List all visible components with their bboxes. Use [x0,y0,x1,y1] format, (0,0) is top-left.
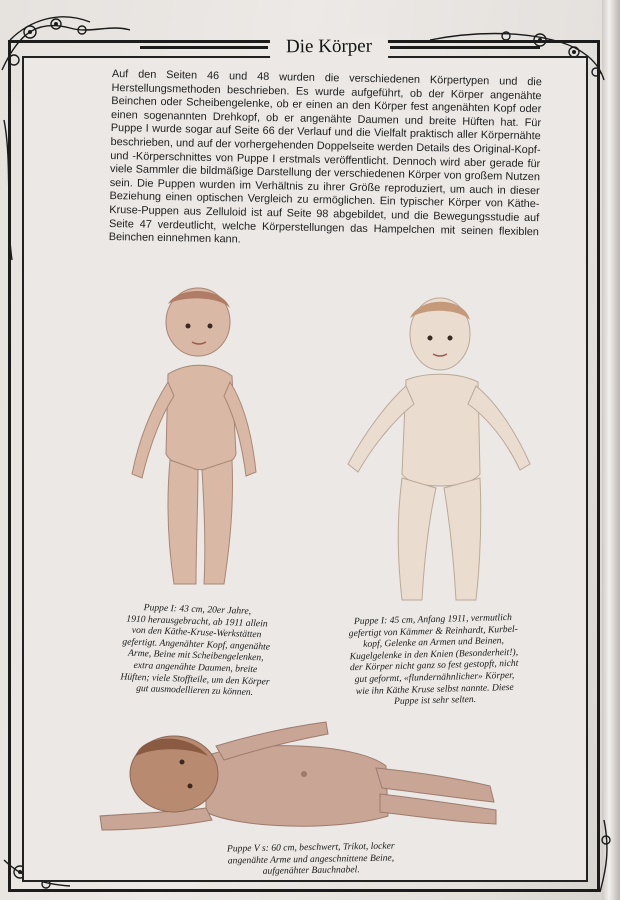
doll-bottom-image [96,716,506,842]
title-rule-right [390,46,540,49]
caption-doll-left: Puppe I: 43 cm, 20er Jahre, 1910 herausgebracht, ab 1911 allein von den Käthe-Kruse-Werkstätten gefertigt. Angenähter Kopf, angenähte Arme, Beine mit Scheibengelenken, extra angenähte Daumen, breite Hüften; viele Stoffteile, um den Körper gut ausmodellieren zu können. [120,602,271,699]
doll-left-image [118,284,268,604]
body-paragraph: Auf den Seiten 46 und 48 wurden die verschiedenen Körpertypen und die Herstellungsmethoden beschrieben. Es wurde aufgeführt, ob der Körper angenähte Beinchen oder Scheibengelenke, ob er einen an den Körper fest angenähten Kopf oder einen sogenannten Drehkopf, ob er angenähte Daumen und breite Hüften hat. Für Puppe I wurde sogar auf Seite 66 der Verlauf und die Vielfalt praktisch aller Körpernähte beschrieben, und auf der vorhergehenden Doppelseite werden Details des Original-Kopf- und -Körperschnittes von Puppe I erstmals veröffentlicht. Dennoch wird aber gerade für viele Sammler die bildmäßige Darstellung der verschiedenen Körper von großem Nutzen sein. Die Puppen wurden im Verhältnis zu ihrer Größe reproduziert, um auch in dieser Beziehung einen optischen Vergleich zu ermöglichen. Ein typischer Körper von Käthe-Kruse-Puppen aus Zelluloid ist auf Seite 98 abgebildet, und die Bewegungsstudie auf Seite 47 verdeutlicht, welche Körperstellungen das Hampelchen mit seinen flexiblen Beinchen einnehmen kann. [108,68,542,246]
page-title: Die Körper [270,34,388,61]
caption-doll-bottom: Puppe V s: 60 cm, beschwert, Trikot, locker angenähte Arme und angeschnittene Beine, aufgenähter Bauchnabel. [226,840,395,878]
caption-doll-right: Puppe I: 45 cm, Anfang 1911, vermutlich gefertigt von Kämmer & Reinhardt, Kurbel- kopf, Gelenke an Armen und Beinen, Kugelgelenke in den Knien (Besonderheit!), der Körper nicht ganz so fest gestopft, nicht gut geformt, «flundernähnlicher» Körper, wie ihn Käthe Kruse selbst nannte. Diese Puppe ist sehr selten. [348,611,519,708]
title-rule-left [140,46,268,49]
doll-right-image [340,294,540,614]
